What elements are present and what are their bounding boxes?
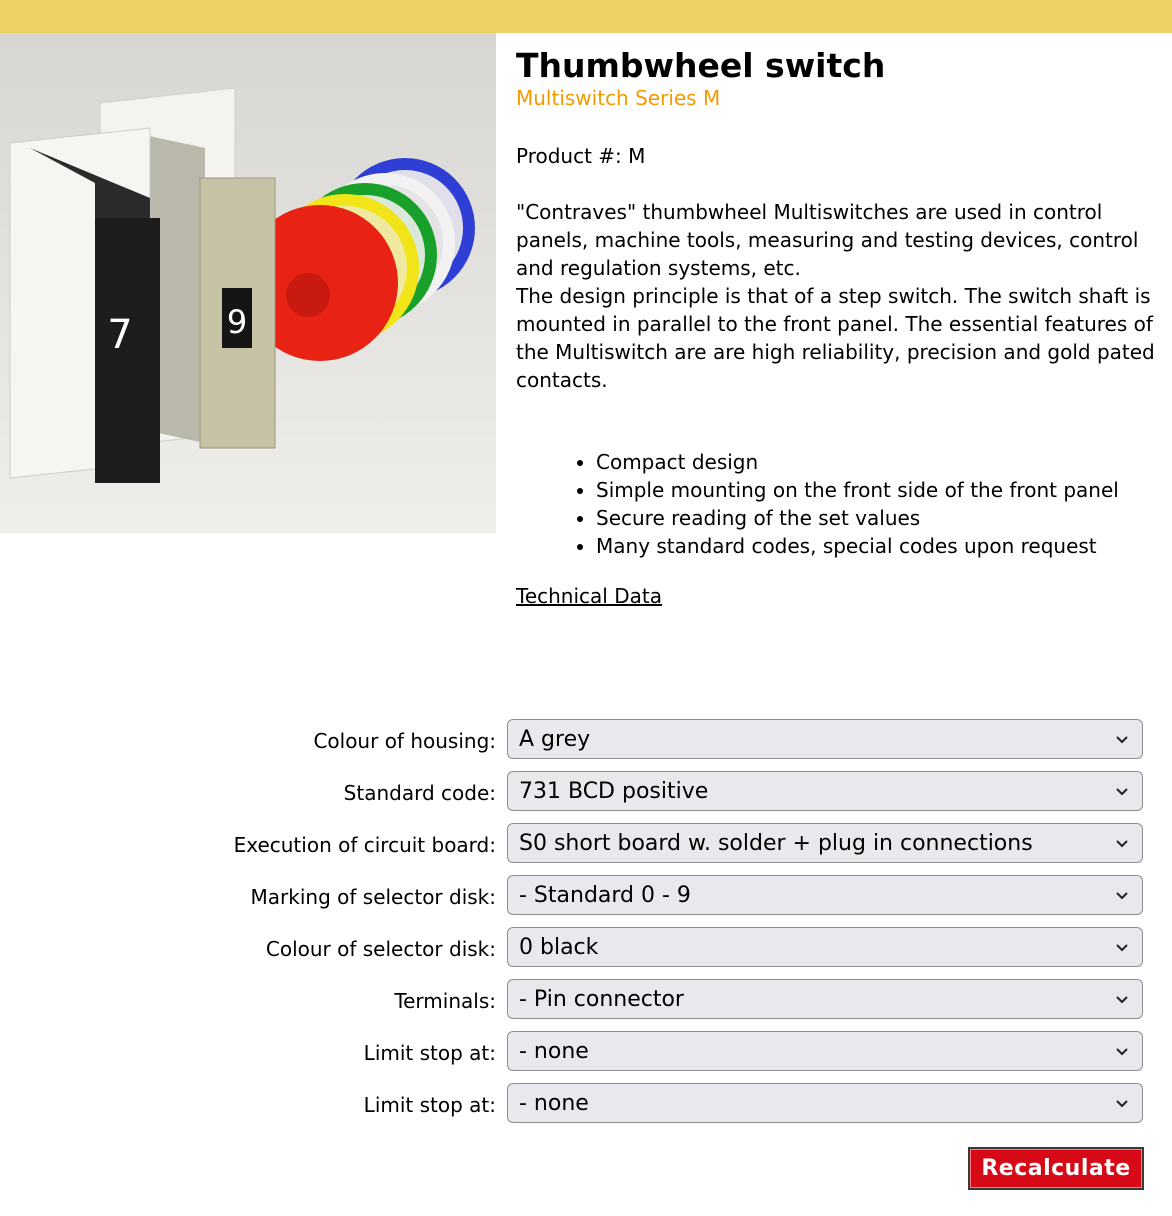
- select-value: - Standard 0 - 9: [519, 883, 691, 908]
- svg-text:7: 7: [107, 312, 133, 358]
- description-paragraph: The design principle is that of a step switch. The switch shaft is mounted in parallel to the front panel. The essential features of the Multiswitch are are high reliability, precision and gold pated contacts.: [516, 284, 1155, 392]
- feature-item: • Simple mounting on the front side of the front panel: [596, 476, 1156, 504]
- option-row-limit-stop-1: [0, 1031, 1172, 1075]
- option-row-disk-colour: [0, 927, 1172, 971]
- option-row-housing-colour: [0, 719, 1172, 763]
- technical-data-link[interactable]: Technical Data: [516, 584, 662, 608]
- chevron-down-icon: [1114, 732, 1130, 748]
- select-value: - none: [519, 1091, 589, 1116]
- option-row-disk-marking: [0, 875, 1172, 919]
- product-title: Thumbwheel switch: [516, 46, 886, 85]
- description-paragraph: "Contraves" thumbwheel Multiswitches are used in control panels, machine tools, measuring and testing devices, control and regulation systems, etc.: [516, 200, 1139, 280]
- select-value: - Pin connector: [519, 987, 684, 1012]
- recalculate-button[interactable]: Recalculate: [968, 1147, 1144, 1190]
- option-row-circuit-board: [0, 823, 1172, 867]
- limit-stop-2-select[interactable]: [507, 1083, 1143, 1123]
- product-subtitle: Multiswitch Series M: [516, 86, 721, 110]
- housing-colour-select[interactable]: [507, 719, 1143, 759]
- limit-stop-1-select[interactable]: [507, 1031, 1143, 1071]
- option-row-terminals: [0, 979, 1172, 1023]
- option-label: Standard code:: [343, 781, 496, 805]
- select-value: S0 short board w. solder + plug in connections: [519, 831, 1033, 856]
- thumbwheel-switch-photo: [0, 33, 496, 533]
- option-row-standard-code: [0, 771, 1172, 815]
- option-label: Limit stop at:: [363, 1093, 496, 1117]
- product-info: [516, 46, 1156, 610]
- option-label: Colour of selector disk:: [265, 937, 496, 961]
- terminals-select[interactable]: [507, 979, 1143, 1019]
- chevron-down-icon: [1114, 1096, 1130, 1112]
- select-value: 0 black: [519, 935, 599, 960]
- product-description: [516, 198, 1156, 394]
- option-label: Marking of selector disk:: [250, 885, 496, 909]
- chevron-down-icon: [1114, 836, 1130, 852]
- disk-marking-select[interactable]: [507, 875, 1143, 915]
- chevron-down-icon: [1114, 940, 1130, 956]
- chevron-down-icon: [1114, 784, 1130, 800]
- feature-item: • Many standard codes, special codes upon request: [596, 532, 1156, 560]
- feature-item: • Compact design: [596, 448, 1156, 476]
- option-label: Colour of housing:: [313, 729, 496, 753]
- feature-list: [516, 448, 1156, 560]
- top-accent-bar: [0, 0, 1172, 33]
- feature-item: • Secure reading of the set values: [596, 504, 1156, 532]
- chevron-down-icon: [1114, 888, 1130, 904]
- circuit-board-select[interactable]: [507, 823, 1143, 863]
- product-number: Product #: M: [516, 144, 646, 168]
- option-row-limit-stop-2: [0, 1083, 1172, 1127]
- product-image: [0, 33, 496, 533]
- option-label: Terminals:: [394, 989, 496, 1013]
- standard-code-select[interactable]: [507, 771, 1143, 811]
- svg-text:9: 9: [226, 303, 248, 341]
- select-value: 731 BCD positive: [519, 779, 709, 804]
- chevron-down-icon: [1114, 992, 1130, 1008]
- option-label: Execution of circuit board:: [233, 833, 496, 857]
- disk-colour-select[interactable]: [507, 927, 1143, 967]
- option-label: Limit stop at:: [363, 1041, 496, 1065]
- select-value: A grey: [519, 727, 591, 752]
- chevron-down-icon: [1114, 1044, 1130, 1060]
- select-value: - none: [519, 1039, 589, 1064]
